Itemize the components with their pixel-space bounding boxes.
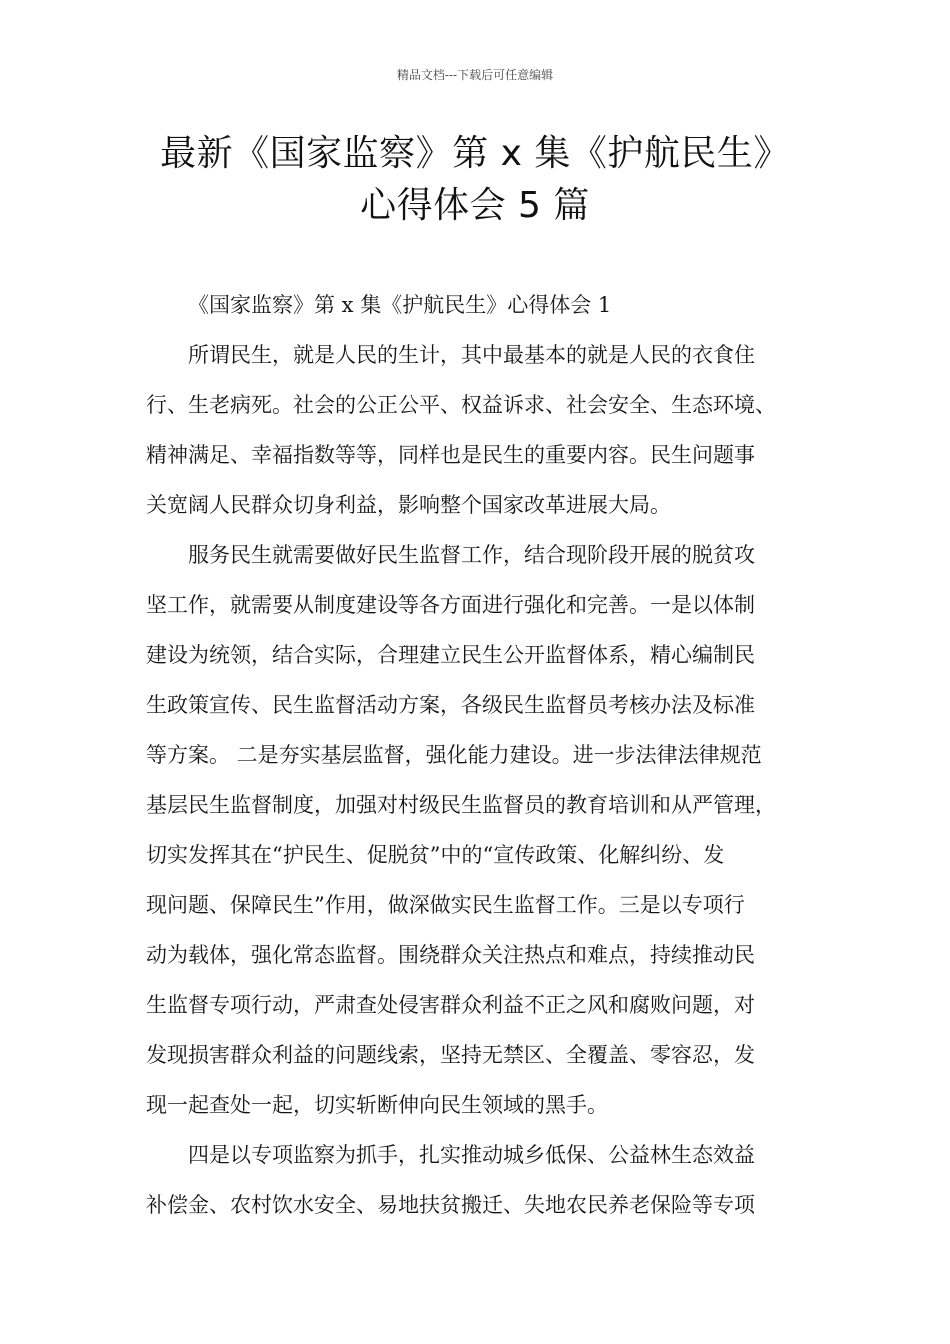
paragraph-line: 补偿金、农村饮水安全、易地扶贫搬迁、失地农民养老保险等专项 xyxy=(146,1193,755,1217)
paragraph-line: 基层民生监督制度，加强对村级民生监督员的教育培训和从严管理， xyxy=(146,793,776,817)
paragraph-line: 精神满足、幸福指数等等，同样也是民生的重要内容。民生问题事 xyxy=(146,443,755,467)
paragraph-line: 生监督专项行动，严肃查处侵害群众利益不正之风和腐败问题，对 xyxy=(146,993,755,1017)
document-body xyxy=(146,280,808,1230)
paragraph-line: 现问题、保障民生”作用，做深做实民生监督工作。三是以专项行 xyxy=(146,893,745,917)
paragraph-line: 四是以专项监察为抓手，扎实推动城乡低保、公益林生态效益 xyxy=(188,1143,755,1167)
paragraph-line: 行、生老病死。社会的公正公平、权益诉求、社会安全、生态环境、 xyxy=(146,393,776,417)
paragraph-2 xyxy=(146,530,808,1130)
paragraph-line: 建设为统领，结合实际，合理建立民生公开监督体系，精心编制民 xyxy=(146,643,755,667)
header-watermark: 精品文档---下载后可任意编辑 xyxy=(396,68,554,82)
paragraph-1 xyxy=(146,330,808,530)
paragraph-line: 关宽阔人民群众切身利益，影响整个国家改革进展大局。 xyxy=(146,493,671,517)
section-subtitle: 《国家监察》第 x 集《护航民生》心得体会 1 xyxy=(188,293,612,317)
paragraph-3 xyxy=(146,1130,808,1230)
paragraph-line: 等方案。 二是夯实基层监督，强化能力建设。进一步法律法律规范 xyxy=(146,743,762,767)
paragraph-line: 坚工作，就需要从制度建设等各方面进行强化和完善。一是以体制 xyxy=(146,593,755,617)
paragraph-line: 切实发挥其在“护民生、促脱贫”中的“宣传政策、化解纠纷、发 xyxy=(146,843,725,867)
document-title xyxy=(95,128,855,232)
paragraph-line: 服务民生就需要做好民生监督工作，结合现阶段开展的脱贫攻 xyxy=(188,543,755,567)
title-line-1: 最新《国家监察》第 x 集《护航民生》 xyxy=(160,133,790,174)
paragraph-line: 现一起查处一起，切实斩断伸向民生领域的黑手。 xyxy=(146,1093,608,1117)
paragraph-line: 发现损害群众利益的问题线索，坚持无禁区、全覆盖、零容忍，发 xyxy=(146,1043,755,1067)
paragraph-line: 所谓民生，就是人民的生计，其中最基本的就是人民的衣食住 xyxy=(188,343,755,367)
title-line-2: 心得体会 5 篇 xyxy=(360,185,590,226)
paragraph-line: 动为载体，强化常态监督。围绕群众关注热点和难点，持续推动民 xyxy=(146,943,755,967)
paragraph-line: 生政策宣传、民生监督活动方案，各级民生监督员考核办法及标准 xyxy=(146,693,755,717)
